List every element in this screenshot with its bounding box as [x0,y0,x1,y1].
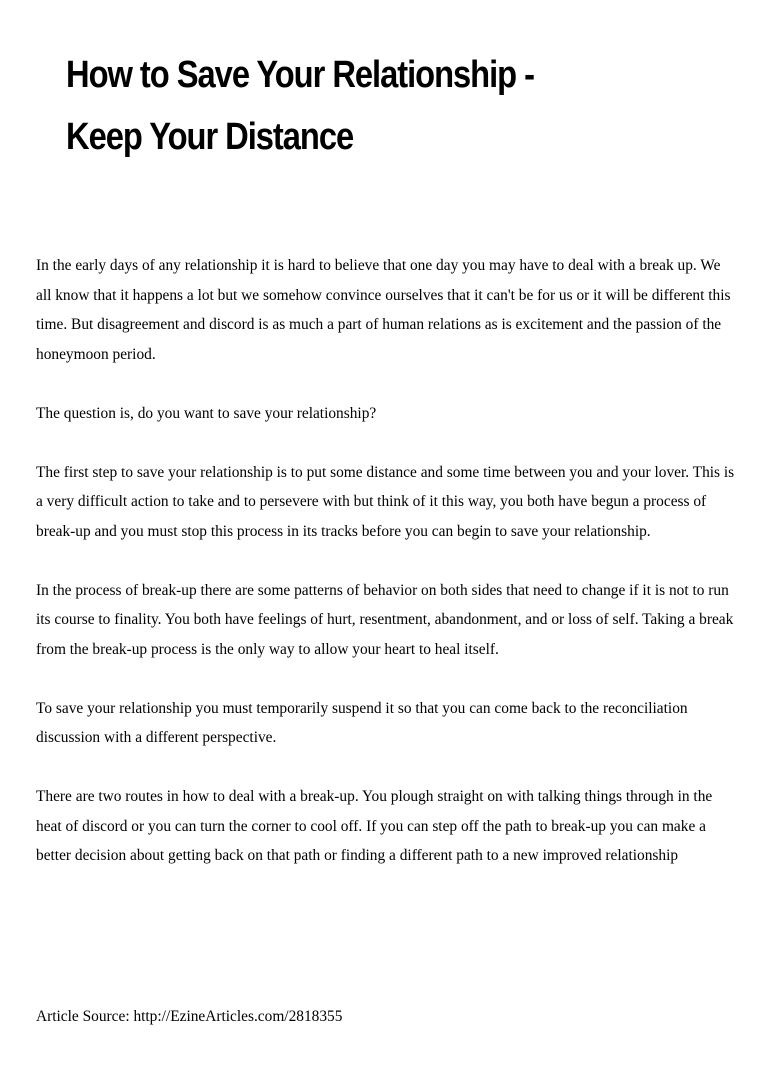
page-title-line-1: How to Save Your Relationship - [66,54,534,96]
paragraph-3: The first step to save your relationship is to put some distance and some time between you and your lover. This is a very difficult action to take and to persevere with but think of it this way, you both have begun a process of break-up and you must stop this process in its tracks before you can begin to save your relationship. [36,463,735,540]
paragraph-6: There are two routes in how to deal with a break-up. You plough straight on with talking things through in the heat of discord or you can turn the corner to cool off. If you can step off the path to break-up you can make a better decision about getting back on that path or finding a different path to a new improved relationship [36,788,713,864]
page-title [66,44,634,168]
article-source: Article Source: http://EzineArticles.com/2818355 [36,1008,343,1025]
paragraph-1: In the early days of any relationship it is hard to believe that one day you may have to deal with a break up. We all know that it happens a lot but we somehow convince ourselves that it can't be for us or it will be different this time. But disagreement and discord is as much a part of human relations as is excitement and the passion of the honeymoon period. [36,257,731,363]
page-title-line-2: Keep Your Distance [66,116,354,158]
paragraph-5: To save your relationship you must temporarily suspend it so that you can come back to the reconciliation discussion with a different perspective. [36,699,688,746]
article-body [36,251,736,900]
paragraph-4: In the process of break-up there are some patterns of behavior on both sides that need to change if it is not to run its course to finality. You both have feelings of hurt, resentment, abandonment, and or loss of self. Taking a break from the break-up process is the only way to allow your heart to heal itself. [36,581,734,658]
paragraph-2: The question is, do you want to save your relationship? [36,404,377,422]
